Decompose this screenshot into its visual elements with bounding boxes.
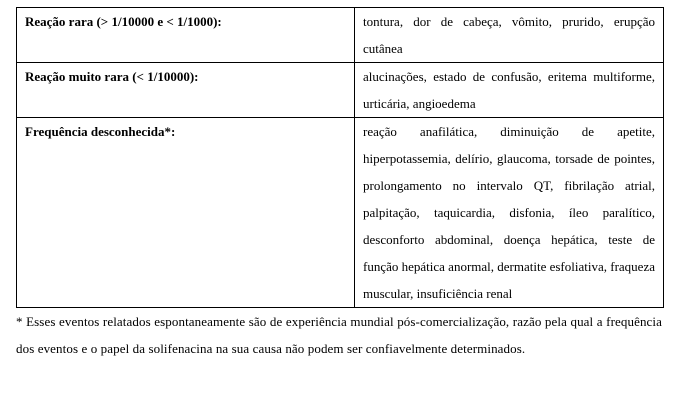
footnote: * Esses eventos relatados espontaneamente são de experiência mundial pós-comercialização, razão pela qual a frequência dos eventos e o papel da solifenacina na sua causa não podem ser confiavelmente determinados. [16,314,662,356]
frequency-label-rare: Reação rara (> 1/10000 e < 1/1000): [17,8,355,63]
table-row-unknown [17,118,664,308]
reactions-very-rare: alucinações, estado de confusão, eritema multiforme, urticária, angioedema [355,63,664,118]
reactions-unknown: reação anafilática, diminuição de apetite, hiperpotassemia, delírio, glaucoma, torsade de pointes, prolongamento no intervalo QT, fibrilação atrial, palpitação, taquicardia, disfonia, íleo paralítico, desconforto abdominal, doença hepática, teste de função hepática anormal, dermatite esfoliativa, fraqueza muscular, insuficiência renal [355,118,664,308]
frequency-label-unknown: Frequência desconhecida*: [17,118,355,308]
table-row-rare [17,8,664,63]
adverse-reactions-table [16,7,664,308]
table-row-very-rare [17,63,664,118]
frequency-label-very-rare: Reação muito rara (< 1/10000): [17,63,355,118]
document-page [16,7,664,362]
reactions-rare: tontura, dor de cabeça, vômito, prurido, erupção cutânea [355,8,664,63]
